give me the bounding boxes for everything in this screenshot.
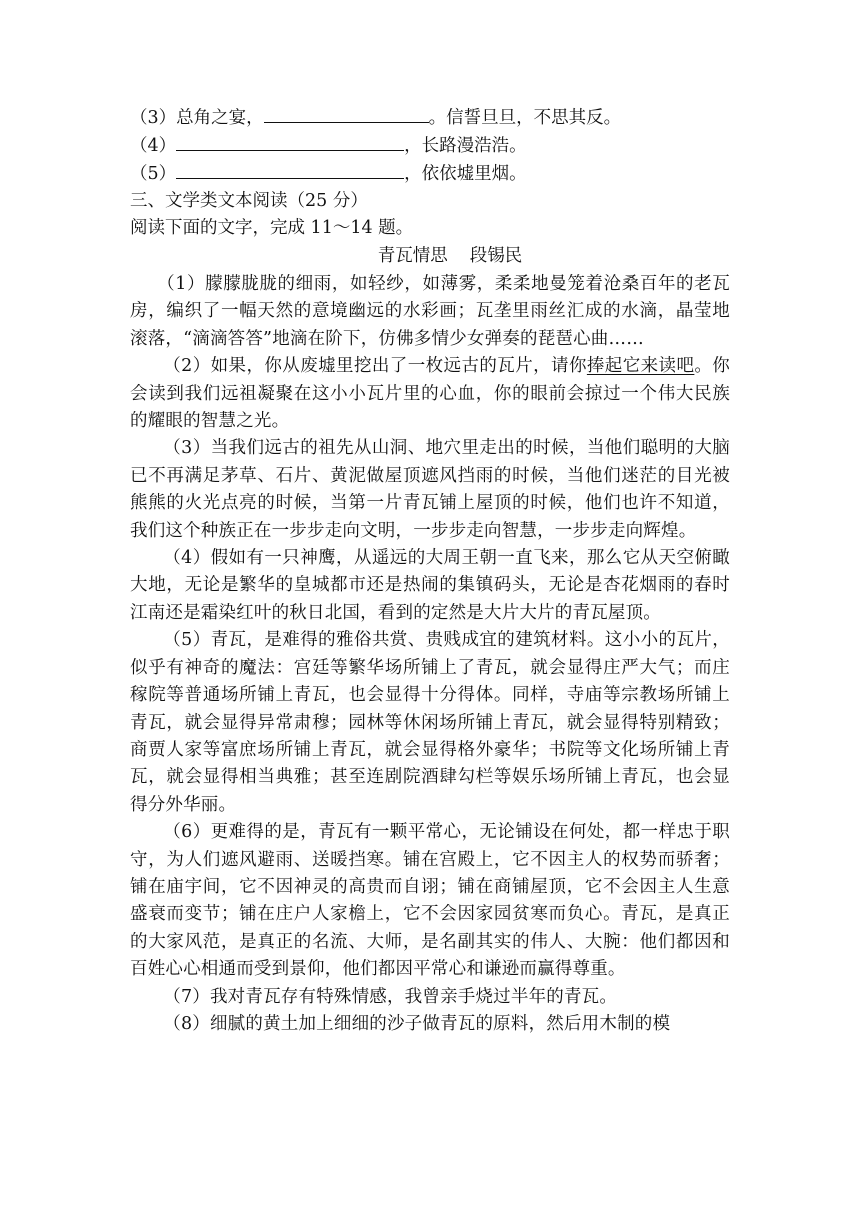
article-paragraph-5: （5）青瓦，是难得的雅俗共赏、贵贱成宜的建筑材料。这小小的瓦片，似乎有神奇的魔法：宫廷等繁华场所铺上了青瓦，就会显得庄严大气；而庄稼院等普通场所铺上青瓦，也会显得十分得体。同样，寺庙等宗教场所铺上青瓦，就会显得异常肃穆；园林等休闲场所铺上青瓦，就会显得特别精致；商贾人家等富庶场所铺上青瓦，就会显得格外豪华；书院等文化场所铺上青瓦，就会显得相当典雅；甚至连剧院酒肆勾栏等娱乐场所铺上青瓦，也会显得分外华丽。 [130, 630, 730, 815]
article-author: 段锡民 [469, 246, 523, 266]
answer-blank-3[interactable] [264, 104, 429, 123]
section-heading: 三、文学类文本阅读（25 分） [130, 191, 368, 211]
fill-blank-4 [130, 132, 730, 160]
article-title: 青瓦情思 [377, 246, 448, 266]
article-paragraph-8: （8）细腻的黄土加上细细的沙子做青瓦的原料，然后用木制的模 [163, 1013, 671, 1034]
fill-blank-5 [130, 160, 730, 188]
article-title-line [130, 242, 730, 271]
paragraph-2-post: 。你会读到我们远祖凝聚在这小小瓦片里的心血，你的眼前会掠过一个伟大民族的耀眼的智慧之光。 [130, 356, 730, 432]
page-content [130, 104, 730, 1038]
section-instruction: 阅读下面的文字，完成 11～14 题。 [130, 218, 414, 238]
article-paragraph-6: （6）更难得的是，青瓦有一颗平常心，无论铺设在何处，都一样忠于职守，为人们遮风避雨、送暖挡寒。铺在宫殿上，它不因主人的权势而骄奢；铺在庙宇间，它不因神灵的高贵而自诩；铺在商铺屋顶，它不会因主人生意盛衰而变节；铺在庄户人家檐上，它不会因家园贫寒而负心。青瓦，是真正的大家风范，是真正的名流、大师，是名副其实的伟人、大腕：他们都因和百姓心心相通而受到景仰，他们都因平常心和谦逊而赢得尊重。 [130, 822, 730, 980]
article-paragraph-3: （3）当我们远古的祖先从山洞、地穴里走出的时候，当他们聪明的大脑已不再满足茅草、石片、黄泥做屋顶遮风挡雨的时候，当他们迷茫的目光被熊熊的火光点亮的时候，当第一片青瓦铺上屋顶的时候，他们也许不知道，我们这个种族正在一步步走向文明，一步步走向智慧，一步步走向辉煌。 [130, 438, 730, 541]
fill-blank-5-before: （5） [130, 164, 177, 184]
fill-blank-3 [130, 104, 730, 132]
article-paragraph-7: （7）我对青瓦存有特殊情感，我曾亲手烧过半年的青瓦。 [163, 986, 618, 1007]
article-paragraph-4: （4）假如有一只神鹰，从遥远的大周王朝一直飞来，那么它从天空俯瞰大地，无论是繁华的皇城都市还是热闹的集镇码头，无论是杏花烟雨的春时江南还是霜染红叶的秋日北国，看到的定然是大片大片的青瓦屋顶。 [130, 548, 730, 623]
fill-blank-4-before: （4） [130, 136, 177, 156]
fill-blank-5-after: ，依依墟里烟。 [404, 164, 527, 184]
article-paragraph-2 [130, 353, 730, 435]
fill-blank-3-after: 。信誓旦旦，不思其反。 [428, 108, 622, 128]
underlined-phrase: 捧起它来读吧 [586, 356, 695, 377]
fill-blank-4-after: ，长路漫浩浩。 [404, 136, 527, 156]
answer-blank-4[interactable] [176, 132, 404, 151]
fill-blank-3-before: （3）总角之宴， [130, 108, 264, 128]
answer-blank-5[interactable] [176, 160, 404, 179]
paragraph-2-pre: （2）如果，你从废墟里挖出了一枚远古的瓦片，请你 [163, 356, 587, 377]
article-paragraph-1: （1）朦朦胧胧的细雨，如轻纱，如薄雾，柔柔地曼笼着沧桑百年的老瓦房，编织了一幅天然的意境幽远的水彩画；瓦垄里雨丝汇成的水滴，晶莹地滚落，“滴滴答答”地滴在阶下，仿佛多情少女弹奏的琵琶心曲…… [130, 274, 730, 349]
